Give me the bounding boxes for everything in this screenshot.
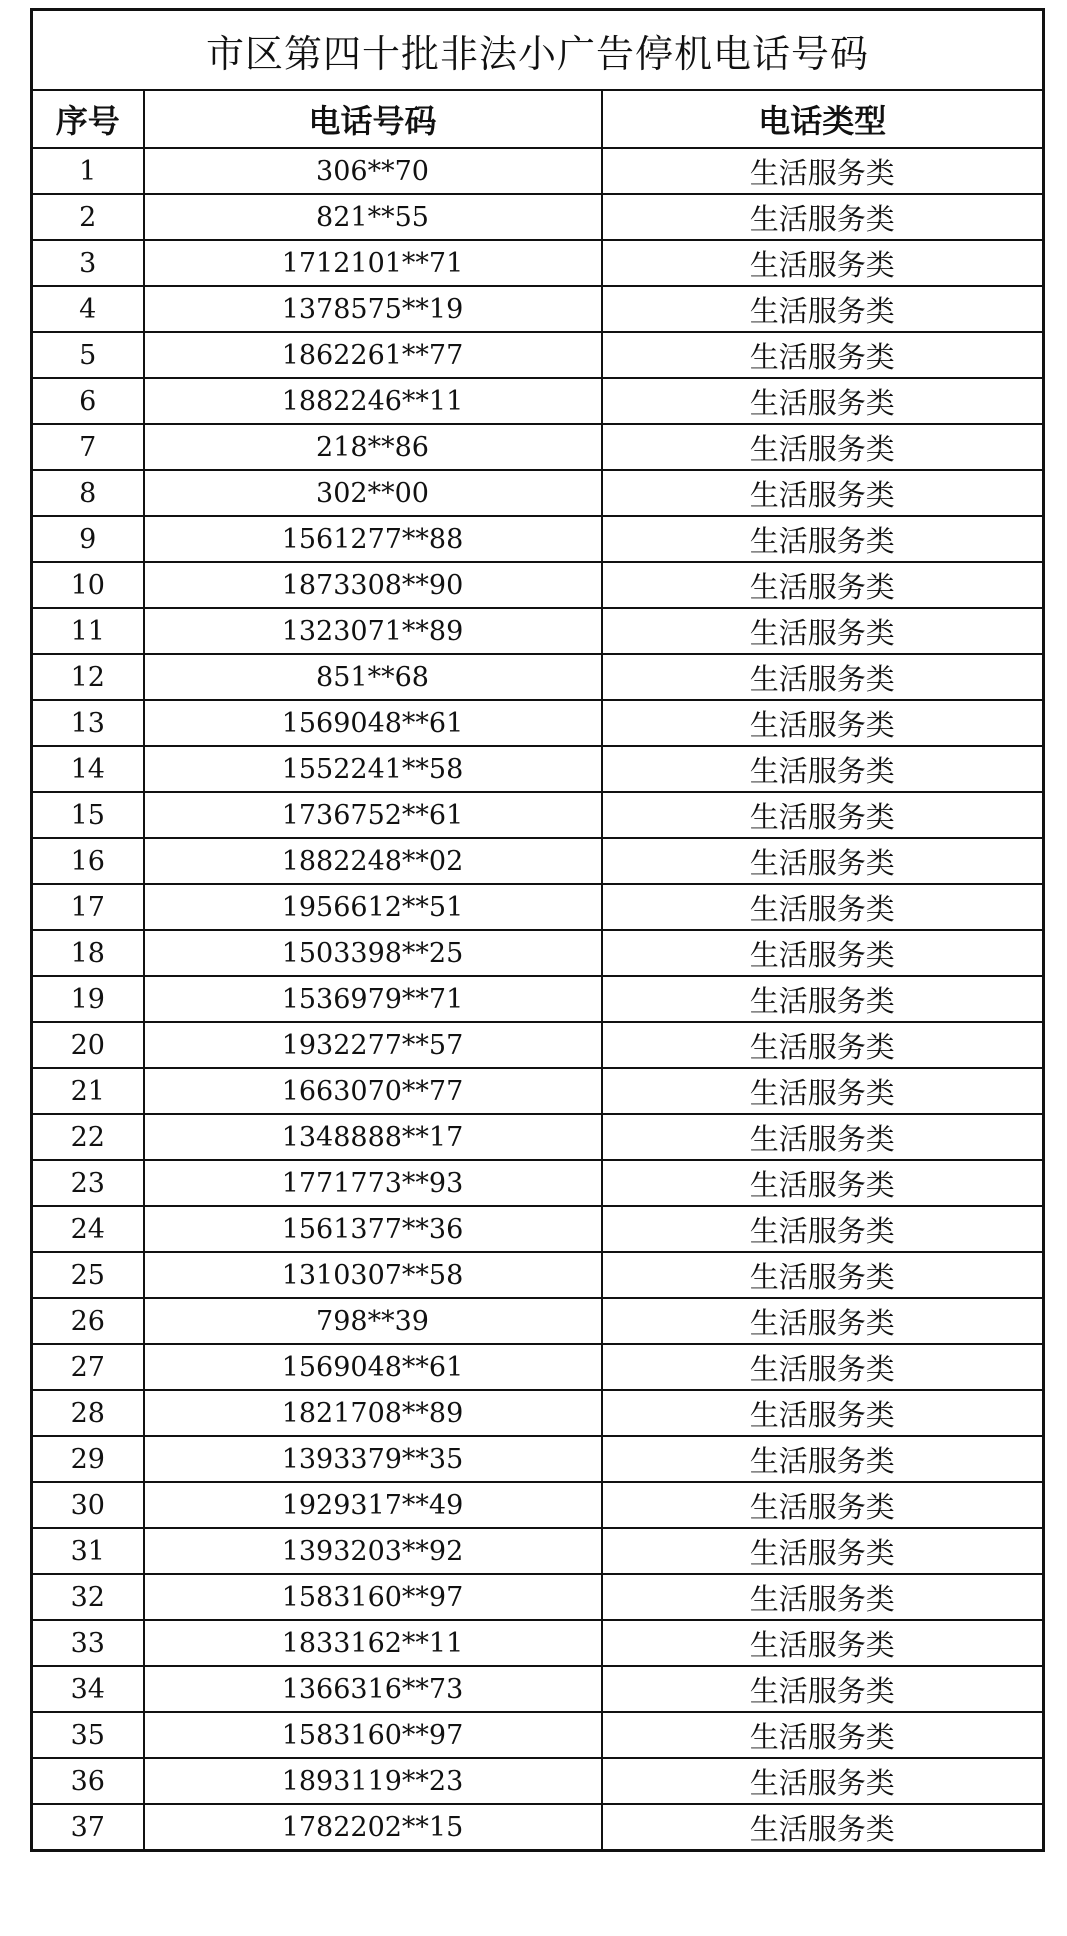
table-row: [32, 1620, 1044, 1666]
row-index-cell: 25: [32, 1252, 144, 1298]
row-index-cell: 37: [32, 1804, 144, 1851]
phone-number-cell: 1348888**17: [144, 1114, 602, 1160]
phone-number-cell: 1583160**97: [144, 1712, 602, 1758]
phone-type-cell: 生活服务类: [602, 1528, 1044, 1574]
phone-type-cell: 生活服务类: [602, 1436, 1044, 1482]
phone-type-cell: 生活服务类: [602, 286, 1044, 332]
row-index-cell: 1: [32, 148, 144, 194]
table-body: [32, 148, 1044, 1851]
table-row: [32, 1114, 1044, 1160]
table-row: [32, 930, 1044, 976]
phone-number-cell: 1873308**90: [144, 562, 602, 608]
column-header-phone: 电话号码: [144, 90, 602, 148]
phone-number-cell: 1929317**49: [144, 1482, 602, 1528]
phone-number-cell: 302**00: [144, 470, 602, 516]
phone-number-cell: 1882248**02: [144, 838, 602, 884]
table-row: [32, 240, 1044, 286]
column-header-type: 电话类型: [602, 90, 1044, 148]
row-index-cell: 7: [32, 424, 144, 470]
table-row: [32, 424, 1044, 470]
phone-number-cell: 1882246**11: [144, 378, 602, 424]
phone-type-cell: 生活服务类: [602, 1068, 1044, 1114]
phone-number-cell: 1561277**88: [144, 516, 602, 562]
table-row: [32, 1666, 1044, 1712]
table-row: [32, 332, 1044, 378]
row-index-cell: 12: [32, 654, 144, 700]
row-index-cell: 28: [32, 1390, 144, 1436]
phone-type-cell: 生活服务类: [602, 838, 1044, 884]
title-row: [32, 10, 1044, 91]
table-row: [32, 1068, 1044, 1114]
phone-number-cell: 1782202**15: [144, 1804, 602, 1851]
phone-number-cell: 1569048**61: [144, 1344, 602, 1390]
phone-number-cell: 1833162**11: [144, 1620, 602, 1666]
phone-type-cell: 生活服务类: [602, 1712, 1044, 1758]
table-row: [32, 286, 1044, 332]
row-index-cell: 16: [32, 838, 144, 884]
table-row: [32, 1436, 1044, 1482]
phone-type-cell: 生活服务类: [602, 1114, 1044, 1160]
table-row: [32, 1022, 1044, 1068]
phone-number-cell: 1956612**51: [144, 884, 602, 930]
phone-number-cell: 1323071**89: [144, 608, 602, 654]
phone-number-cell: 218**86: [144, 424, 602, 470]
row-index-cell: 18: [32, 930, 144, 976]
phone-type-cell: 生活服务类: [602, 1252, 1044, 1298]
phone-type-cell: 生活服务类: [602, 884, 1044, 930]
table-row: [32, 562, 1044, 608]
phone-type-cell: 生活服务类: [602, 194, 1044, 240]
table-row: [32, 1528, 1044, 1574]
row-index-cell: 9: [32, 516, 144, 562]
header-row: [32, 90, 1044, 148]
phone-number-cell: 821**55: [144, 194, 602, 240]
row-index-cell: 34: [32, 1666, 144, 1712]
table-row: [32, 194, 1044, 240]
phone-number-cell: 1862261**77: [144, 332, 602, 378]
table-row: [32, 608, 1044, 654]
row-index-cell: 8: [32, 470, 144, 516]
row-index-cell: 22: [32, 1114, 144, 1160]
phone-list-sheet: [30, 8, 1042, 1852]
phone-number-cell: 1932277**57: [144, 1022, 602, 1068]
phone-number-cell: 1366316**73: [144, 1666, 602, 1712]
phone-type-cell: 生活服务类: [602, 240, 1044, 286]
phone-type-cell: 生活服务类: [602, 1390, 1044, 1436]
phone-number-table: [30, 8, 1045, 1852]
phone-number-cell: 1393379**35: [144, 1436, 602, 1482]
table-row: [32, 1758, 1044, 1804]
row-index-cell: 36: [32, 1758, 144, 1804]
phone-number-cell: 798**39: [144, 1298, 602, 1344]
row-index-cell: 26: [32, 1298, 144, 1344]
table-row: [32, 884, 1044, 930]
table-row: [32, 1574, 1044, 1620]
row-index-cell: 33: [32, 1620, 144, 1666]
table-row: [32, 1712, 1044, 1758]
phone-number-cell: 1893119**23: [144, 1758, 602, 1804]
table-row: [32, 1206, 1044, 1252]
phone-type-cell: 生活服务类: [602, 1804, 1044, 1851]
phone-number-cell: 1821708**89: [144, 1390, 602, 1436]
column-header-index: 序号: [32, 90, 144, 148]
phone-number-cell: 1663070**77: [144, 1068, 602, 1114]
phone-type-cell: 生活服务类: [602, 470, 1044, 516]
phone-number-cell: 1503398**25: [144, 930, 602, 976]
phone-type-cell: 生活服务类: [602, 654, 1044, 700]
phone-number-cell: 1378575**19: [144, 286, 602, 332]
phone-type-cell: 生活服务类: [602, 378, 1044, 424]
table-row: [32, 148, 1044, 194]
row-index-cell: 31: [32, 1528, 144, 1574]
phone-type-cell: 生活服务类: [602, 1206, 1044, 1252]
table-row: [32, 792, 1044, 838]
phone-number-cell: 851**68: [144, 654, 602, 700]
phone-type-cell: 生活服务类: [602, 1666, 1044, 1712]
phone-number-cell: 1771773**93: [144, 1160, 602, 1206]
phone-number-cell: 1552241**58: [144, 746, 602, 792]
phone-type-cell: 生活服务类: [602, 424, 1044, 470]
phone-number-cell: 1569048**61: [144, 700, 602, 746]
phone-type-cell: 生活服务类: [602, 148, 1044, 194]
table-row: [32, 746, 1044, 792]
phone-type-cell: 生活服务类: [602, 792, 1044, 838]
phone-type-cell: 生活服务类: [602, 1620, 1044, 1666]
phone-type-cell: 生活服务类: [602, 1574, 1044, 1620]
phone-number-cell: 1536979**71: [144, 976, 602, 1022]
phone-number-cell: 1736752**61: [144, 792, 602, 838]
table-row: [32, 1160, 1044, 1206]
row-index-cell: 23: [32, 1160, 144, 1206]
phone-type-cell: 生活服务类: [602, 746, 1044, 792]
row-index-cell: 3: [32, 240, 144, 286]
row-index-cell: 30: [32, 1482, 144, 1528]
table-row: [32, 378, 1044, 424]
phone-number-cell: 1712101**71: [144, 240, 602, 286]
table-row: [32, 838, 1044, 884]
table-row: [32, 700, 1044, 746]
phone-type-cell: 生活服务类: [602, 1298, 1044, 1344]
row-index-cell: 27: [32, 1344, 144, 1390]
table-row: [32, 654, 1044, 700]
phone-type-cell: 生活服务类: [602, 700, 1044, 746]
table-row: [32, 1482, 1044, 1528]
row-index-cell: 21: [32, 1068, 144, 1114]
table-row: [32, 1298, 1044, 1344]
row-index-cell: 5: [32, 332, 144, 378]
row-index-cell: 13: [32, 700, 144, 746]
table-row: [32, 1344, 1044, 1390]
row-index-cell: 6: [32, 378, 144, 424]
phone-type-cell: 生活服务类: [602, 1160, 1044, 1206]
phone-type-cell: 生活服务类: [602, 1022, 1044, 1068]
phone-type-cell: 生活服务类: [602, 1758, 1044, 1804]
row-index-cell: 14: [32, 746, 144, 792]
row-index-cell: 4: [32, 286, 144, 332]
phone-type-cell: 生活服务类: [602, 1482, 1044, 1528]
row-index-cell: 19: [32, 976, 144, 1022]
row-index-cell: 15: [32, 792, 144, 838]
row-index-cell: 11: [32, 608, 144, 654]
table-row: [32, 516, 1044, 562]
phone-type-cell: 生活服务类: [602, 608, 1044, 654]
table-row: [32, 1390, 1044, 1436]
phone-type-cell: 生活服务类: [602, 516, 1044, 562]
row-index-cell: 10: [32, 562, 144, 608]
phone-number-cell: 1583160**97: [144, 1574, 602, 1620]
row-index-cell: 20: [32, 1022, 144, 1068]
phone-type-cell: 生活服务类: [602, 930, 1044, 976]
row-index-cell: 35: [32, 1712, 144, 1758]
row-index-cell: 24: [32, 1206, 144, 1252]
table-row: [32, 976, 1044, 1022]
table-row: [32, 1804, 1044, 1851]
phone-type-cell: 生活服务类: [602, 332, 1044, 378]
table-title: 市区第四十批非法小广告停机电话号码: [32, 10, 1044, 91]
phone-number-cell: 1310307**58: [144, 1252, 602, 1298]
row-index-cell: 17: [32, 884, 144, 930]
phone-type-cell: 生活服务类: [602, 1344, 1044, 1390]
row-index-cell: 32: [32, 1574, 144, 1620]
table-row: [32, 1252, 1044, 1298]
row-index-cell: 29: [32, 1436, 144, 1482]
phone-number-cell: 306**70: [144, 148, 602, 194]
table-row: [32, 470, 1044, 516]
phone-number-cell: 1393203**92: [144, 1528, 602, 1574]
phone-type-cell: 生活服务类: [602, 976, 1044, 1022]
row-index-cell: 2: [32, 194, 144, 240]
phone-type-cell: 生活服务类: [602, 562, 1044, 608]
phone-number-cell: 1561377**36: [144, 1206, 602, 1252]
